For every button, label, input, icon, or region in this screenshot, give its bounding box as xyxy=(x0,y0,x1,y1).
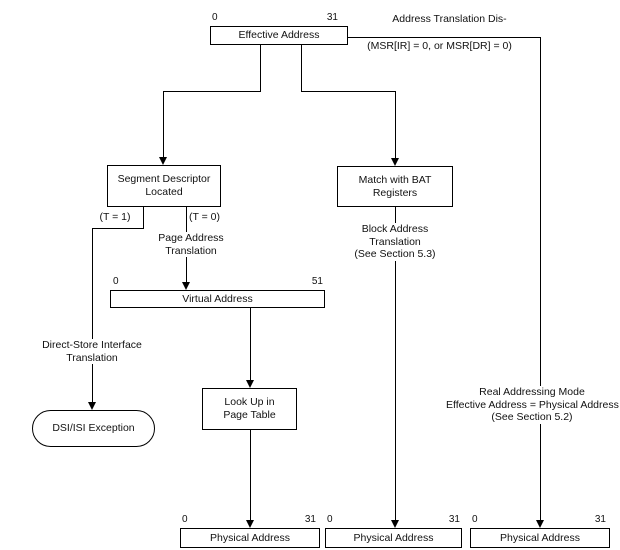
arrow-down-icon xyxy=(88,402,96,410)
connector-t1-horizontal xyxy=(92,228,144,229)
arrow-down-icon xyxy=(246,380,254,388)
arrow-down-icon xyxy=(159,157,167,165)
physical-address-left-box xyxy=(180,528,320,548)
connector-to-bat-registers xyxy=(395,91,396,158)
block-address-translation-line1: Block Address xyxy=(361,223,429,235)
arrow-down-icon xyxy=(182,282,190,290)
virtual-address-label: Virtual Address xyxy=(182,292,253,305)
block-address-translation-line2: Translation xyxy=(369,235,421,248)
connector-t1-to-dsi xyxy=(92,228,93,403)
match-bat-registers-line2: Registers xyxy=(372,186,418,199)
connector-ea-drop-right xyxy=(301,45,302,92)
physical-address-right-bit-0: 0 xyxy=(472,514,478,525)
physical-address-right-label: Physical Address xyxy=(500,531,580,544)
virtual-address-bit-51: 51 xyxy=(311,276,323,287)
t-equals-1-text: (T = 1) xyxy=(99,211,131,223)
real-addressing-mode-line1: Real Addressing Mode xyxy=(479,386,585,398)
effective-address-box xyxy=(210,26,348,45)
physical-address-middle-bit-31: 31 xyxy=(448,514,460,525)
t-equals-1-label xyxy=(94,211,136,224)
connector-virtual-to-lookup xyxy=(250,308,251,381)
effective-address-bit-31: 31 xyxy=(326,12,338,23)
direct-store-interface-label xyxy=(40,339,144,364)
look-up-page-table-line1: Look Up in xyxy=(224,396,275,408)
physical-address-middle-bit-0: 0 xyxy=(327,514,333,525)
virtual-address-bit-range xyxy=(113,276,323,288)
msr-condition-label xyxy=(357,40,522,53)
address-translation-disabled-line1: Address Translation Dis- xyxy=(392,13,507,25)
match-bat-registers-line1: Match with BAT xyxy=(358,173,432,186)
segment-descriptor-box xyxy=(107,165,221,207)
physical-address-middle-box xyxy=(325,528,462,548)
block-address-translation-line3: (See Section 5.3) xyxy=(354,248,436,260)
virtual-address-bit-0: 0 xyxy=(113,276,119,287)
connector-to-segment-descriptor xyxy=(163,91,164,158)
match-bat-registers-box xyxy=(337,166,453,207)
dsi-isi-exception-box xyxy=(32,410,155,447)
physical-address-left-bit-31: 31 xyxy=(304,514,316,525)
physical-address-left-label: Physical Address xyxy=(210,531,290,544)
page-address-translation-line1: Page Address xyxy=(158,232,224,244)
dsi-isi-exception-label: DSI/ISI Exception xyxy=(52,422,135,434)
segment-descriptor-line1: Segment Descriptor xyxy=(117,173,211,185)
effective-address-bit-range xyxy=(212,12,338,24)
effective-address-label: Effective Address xyxy=(238,29,320,41)
connector-ea-to-bat-horizontal xyxy=(301,91,396,92)
segment-descriptor-line2: Located xyxy=(145,186,183,198)
page-address-translation-line2: Translation xyxy=(165,244,217,257)
connector-ea-drop-left xyxy=(260,45,261,92)
arrow-down-icon xyxy=(246,520,254,528)
connector-disabled-path-down xyxy=(540,37,541,521)
msr-condition-text: (MSR[IR] = 0, or MSR[DR] = 0) xyxy=(367,40,512,52)
arrow-down-icon xyxy=(391,520,399,528)
arrow-down-icon xyxy=(536,520,544,528)
physical-address-middle-label: Physical Address xyxy=(353,531,434,544)
physical-address-right-bit-31: 31 xyxy=(594,514,606,525)
physical-address-left-bit-0: 0 xyxy=(182,514,188,525)
connector-ea-to-segment-horizontal xyxy=(163,91,261,92)
direct-store-interface-line1: Direct-Store Interface xyxy=(42,339,142,351)
real-addressing-mode-line2: Effective Address = Physical Address xyxy=(446,398,619,411)
page-address-translation-label xyxy=(149,232,233,257)
effective-address-bit-0: 0 xyxy=(212,12,218,23)
real-addressing-mode-label xyxy=(446,386,618,424)
direct-store-interface-line2: Translation xyxy=(66,351,118,364)
connector-t1-drop xyxy=(143,207,144,229)
real-addressing-mode-line3: (See Section 5.2) xyxy=(491,411,573,423)
arrow-down-icon xyxy=(391,158,399,166)
t-equals-0-label xyxy=(189,211,220,224)
address-translation-disabled-label xyxy=(377,13,522,26)
connector-lookup-to-physical-left xyxy=(250,430,251,521)
block-address-translation-label xyxy=(346,223,444,261)
connector-ea-to-disabled-path xyxy=(348,37,540,38)
look-up-page-table-box xyxy=(202,388,297,430)
t-equals-0-text: (T = 0) xyxy=(189,211,221,223)
look-up-page-table-line2: Page Table xyxy=(223,409,276,421)
virtual-address-box xyxy=(110,290,325,308)
physical-address-right-box xyxy=(470,528,610,548)
